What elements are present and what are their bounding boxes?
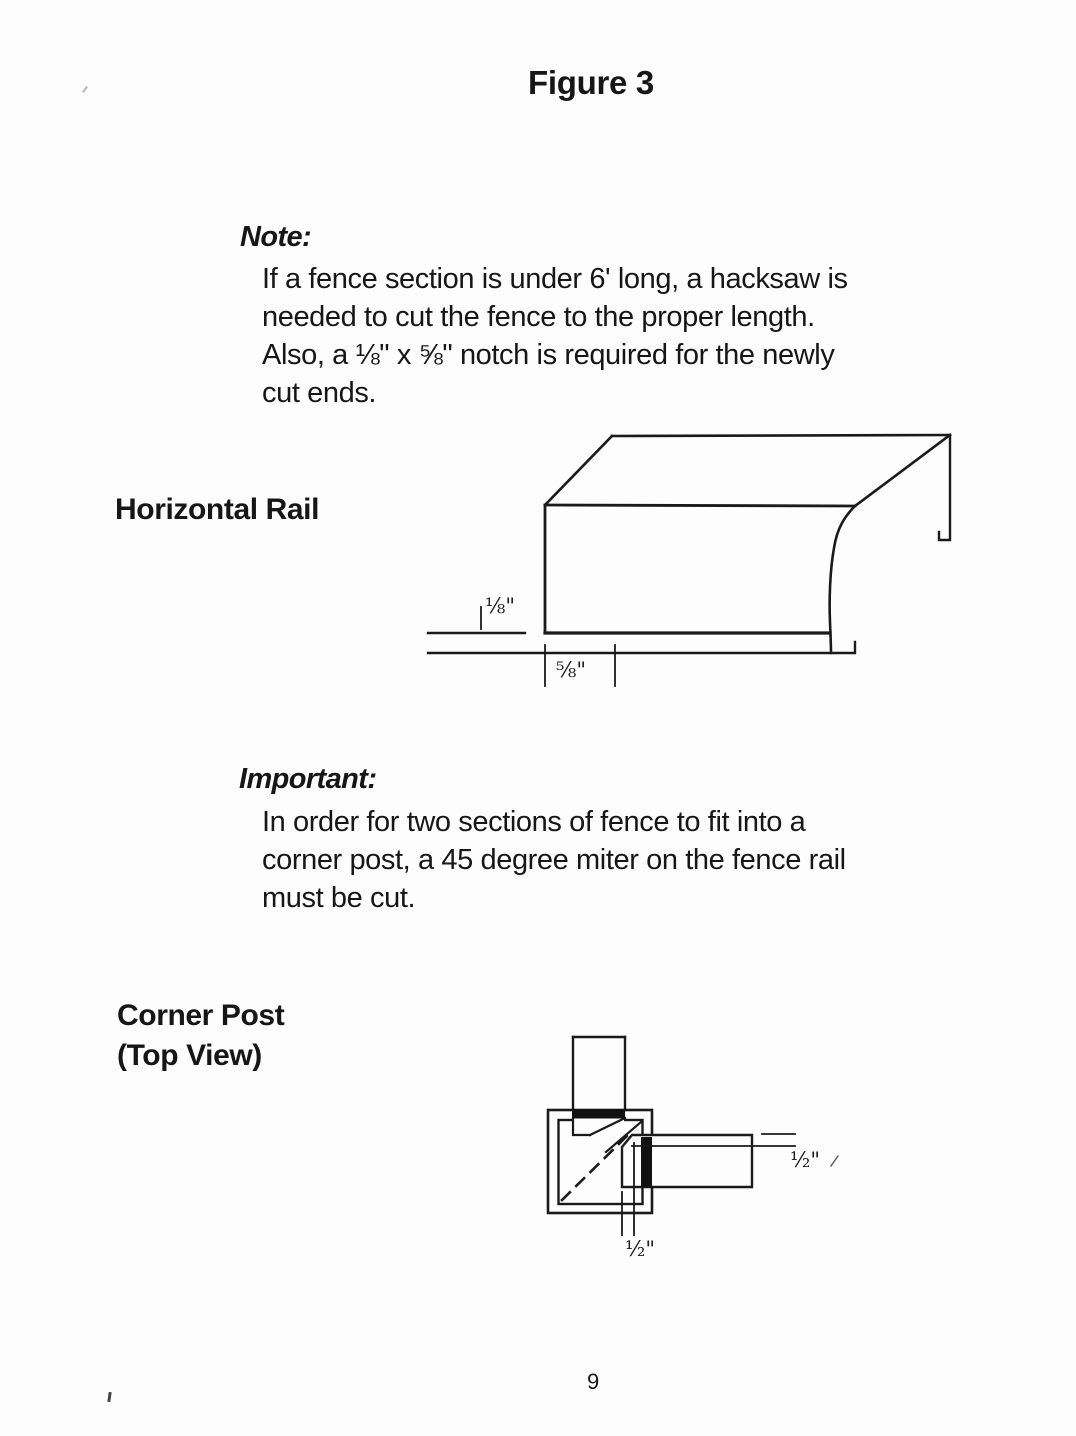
right-dim-label: ½" (790, 1148, 821, 1172)
bottom-dim-label: ½" (625, 1237, 656, 1261)
page-number: 9 (587, 1369, 600, 1394)
scan-artifact (107, 1392, 111, 1402)
miter-joint-dashed-line (562, 1133, 630, 1200)
rail-front-face (545, 505, 855, 653)
rail-bottom-lip (428, 633, 855, 653)
rail-notch-fill-top (572, 1109, 625, 1119)
important-body (262, 803, 846, 917)
horizontal-rail-diagram (418, 425, 968, 705)
scan-stray-mark (831, 1156, 838, 1166)
dimension-notch-depth (481, 594, 515, 629)
corner-post-label-line2: (Top View) (117, 1039, 262, 1072)
important-line: In order for two sections of fence to fit into a (262, 806, 806, 838)
scan-artifact (82, 86, 88, 93)
notch-length-label: ⅝" (556, 658, 587, 682)
figure-title: Figure 3 (528, 64, 654, 101)
horizontal-rail (622, 1135, 752, 1187)
note-line: cut ends. (262, 377, 377, 409)
note-body (262, 260, 848, 412)
note-line: Also, a ⅛" x ⅝" notch is required for the newly (262, 339, 835, 371)
corner-post-label-line1: Corner Post (117, 999, 285, 1032)
rail-rear-edge (939, 435, 950, 540)
note-line: needed to cut the fence to the proper length. (262, 301, 815, 333)
dimension-notch-length (545, 645, 615, 686)
corner-post-diagram (540, 1030, 880, 1270)
important-line: must be cut. (262, 882, 416, 914)
note-heading: Note: (240, 221, 312, 253)
notch-depth-label: ⅛" (485, 594, 516, 618)
corner-post-label (117, 996, 284, 1076)
important-heading: Important: (239, 763, 377, 795)
note-line: If a fence section is under 6' long, a hacksaw is (262, 263, 848, 295)
rail-top-face (545, 435, 950, 506)
horizontal-rail-label: Horizontal Rail (115, 493, 320, 526)
rail-notch-fill-right (641, 1137, 652, 1187)
important-line: corner post, a 45 degree miter on the fence rail (262, 844, 846, 876)
